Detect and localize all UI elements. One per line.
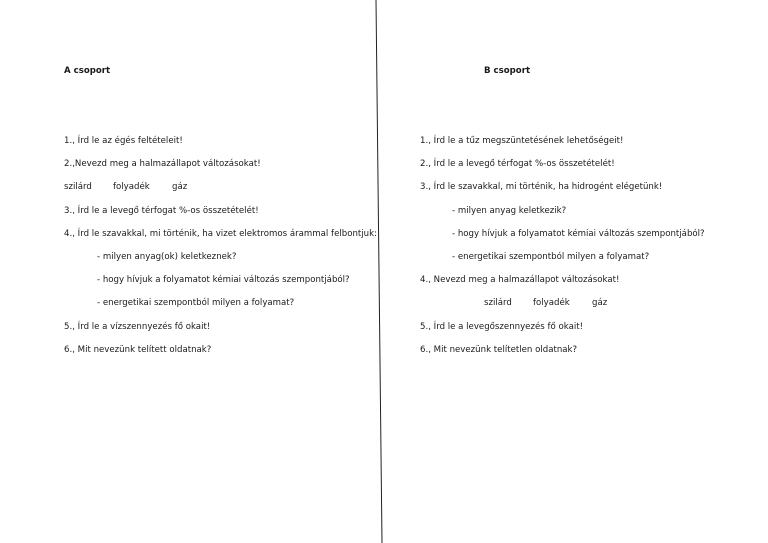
right-question-3: 3., Írd le szavakkal, mi történik, ha hidrogént elégetünk! xyxy=(420,182,663,192)
left-question-4c: - energetikai szempontból milyen a folyamat? xyxy=(97,298,295,308)
left-state-solid: szilárd xyxy=(64,182,92,192)
left-question-1: 1., Írd le az égés feltételeit! xyxy=(64,136,183,146)
right-heading: B csoport xyxy=(484,66,531,76)
left-question-2: 2.,Nevezd meg a halmazállapot változásokat! xyxy=(64,159,261,169)
right-state-solid: szilárd xyxy=(484,298,512,308)
left-question-6: 6., Mit nevezünk telített oldatnak? xyxy=(64,345,212,355)
right-question-3c: - energetikai szempontból milyen a folyamat? xyxy=(452,252,650,262)
right-question-5: 5., Írd le a levegőszennyezés fő okait! xyxy=(420,322,584,332)
right-question-3b: - hogy hívjuk a folyamatot kémiai változás szempontjából? xyxy=(452,229,705,239)
left-state-gas: gáz xyxy=(172,182,188,192)
right-question-2: 2., Írd le a levegő térfogat %-os összetételét! xyxy=(420,159,615,169)
left-heading: A csoport xyxy=(64,66,111,76)
left-question-4a: - milyen anyag(ok) keletkeznek? xyxy=(97,252,237,262)
left-question-5: 5., Írd le a vízszennyezés fő okait! xyxy=(64,322,211,332)
right-state-gas: gáz xyxy=(592,298,608,308)
left-state-liquid: folyadék xyxy=(113,182,150,192)
left-question-3: 3., Írd le a levegő térfogat %-os összetételét! xyxy=(64,206,259,216)
right-question-4: 4., Nevezd meg a halmazállapot változásokat! xyxy=(420,275,620,285)
right-state-liquid: folyadék xyxy=(533,298,570,308)
right-question-1: 1., Írd le a tűz megszüntetésének lehetőségeit! xyxy=(420,136,624,146)
left-question-4b: - hogy hívjuk a folyamatot kémiai változás szempontjából? xyxy=(97,275,350,285)
right-question-6: 6., Mit nevezünk telítetlen oldatnak? xyxy=(420,345,578,355)
left-question-4: 4., Írd le szavakkal, mi történik, ha vizet elektromos árammal felbontjuk: xyxy=(64,229,377,239)
right-question-3a: - milyen anyag keletkezik? xyxy=(452,206,567,216)
